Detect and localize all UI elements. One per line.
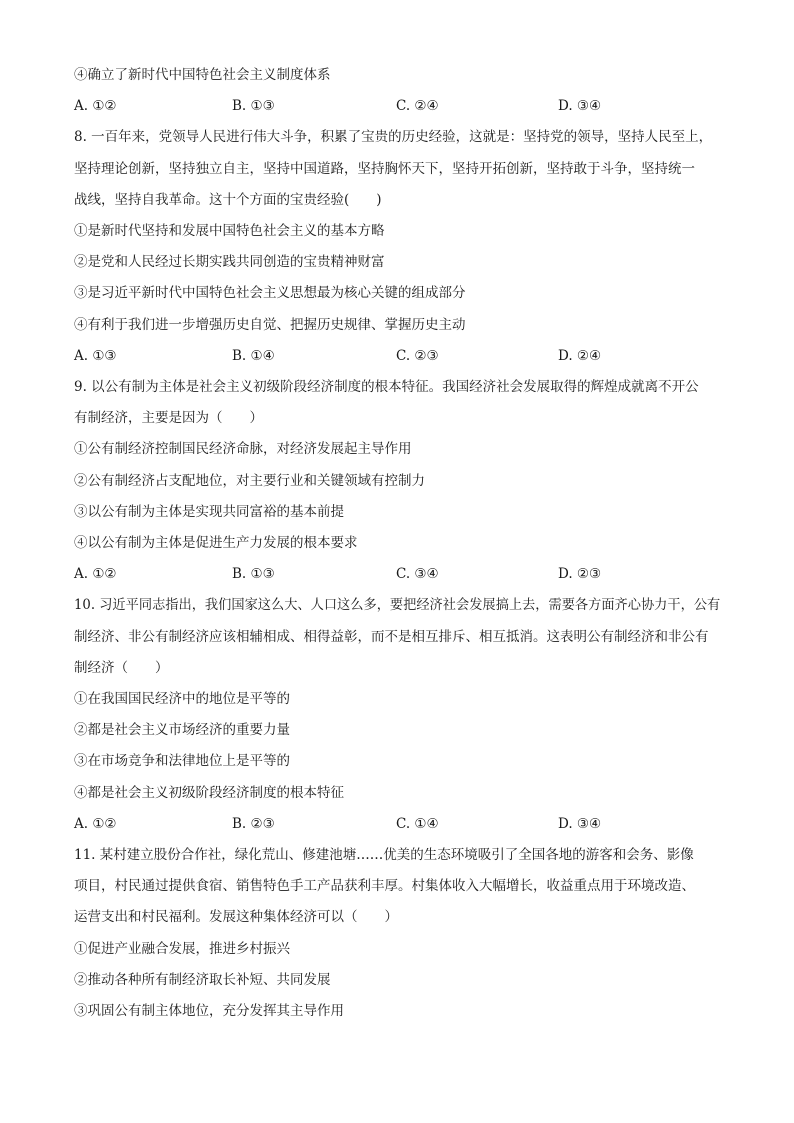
text-line: 制经济（ ） [74,659,169,676]
answer-option: D. ②④ [558,347,602,364]
answer-option: C. ①④ [396,815,439,832]
text-line: 运营支出和村民福利。发展这种集体经济可以（ ） [74,909,398,926]
answer-option: C. ③④ [396,566,439,583]
answer-option: B. ①④ [232,347,275,364]
text-line: 制经济、非公有制经济应该相辅相成、相得益彰，而不是相互排斥、相互抵消。这表明公有制经济和非公有 [74,628,709,645]
text-line: ③巩固公有制主体地位，充分发挥其主导作用 [74,1003,344,1019]
text-line: ①公有制经济控制国民经济命脉，对经济发展起主导作用 [74,441,412,458]
text-line: ③在市场竞争和法律地位上是平等的 [74,753,290,770]
answer-option: D. ②③ [558,566,602,583]
answer-option: B. ①③ [232,98,275,115]
text-line: 战线，坚持自我革命。这十个方面的宝贵经验( ) [74,191,382,208]
answer-option: D. ③④ [558,98,602,115]
text-line: ①是新时代坚持和发展中国特色社会主义的基本方略 [74,223,385,239]
text-line: ②是党和人民经过长期实践共同创造的宝贵精神财富 [74,254,385,271]
answer-option: A. ①② [74,566,117,583]
text-line: 8. 一百年来，党领导人民进行伟大斗争，积累了宝贵的历史经验，这就是：坚持党的领导，坚持人民至上， [74,129,713,146]
text-line: 有制经济，主要是因为（ ） [74,410,263,427]
answer-option: C. ②④ [396,98,439,115]
text-line: ④以公有制为主体是促进生产力发展的根本要求 [74,535,358,551]
text-line: 11. 某村建立股份合作社，绿化荒山、修建池塘……优美的生态环境吸引了全国各地的游客和会务、影像 [74,847,694,863]
answer-option: B. ①③ [232,566,275,583]
text-line: 项目，村民通过提供食宿、销售特色手工产品获利丰厚。村集体收入大幅增长，收益重点用于环境改造、 [74,878,695,895]
text-line: ①促进产业融合发展，推进乡村振兴 [74,940,290,957]
text-line: ②推动各种所有制经济取长补短、共同发展 [74,971,331,988]
answer-option: B. ②③ [232,815,275,832]
text-line: ④确立了新时代中国特色社会主义制度体系 [74,67,331,83]
answer-option: D. ③④ [558,815,602,832]
answer-option: A. ①② [74,98,117,115]
answer-option: A. ①③ [74,347,117,364]
text-line: 10. 习近平同志指出，我们国家这么大、人口这么多，要把经济社会发展搞上去，需要各方面齐心协力干，公有 [74,597,721,614]
text-line: 9. 以公有制为主体是社会主义初级阶段经济制度的根本特征。我国经济社会发展取得的辉煌成就离不开公 [74,379,699,395]
text-line: 坚持理论创新，坚持独立自主，坚持中国道路，坚持胸怀天下，坚持开拓创新，坚持敢于斗争，坚持统一 [74,160,695,177]
answer-option: C. ②③ [396,347,439,364]
text-line: ④都是社会主义初级阶段经济制度的根本特征 [74,784,344,801]
text-line: ②公有制经济占支配地位，对主要行业和关键领域有控制力 [74,472,425,489]
text-line: ③是习近平新时代中国特色社会主义思想最为核心关键的组成部分 [74,285,466,302]
answer-option: A. ①② [74,815,117,832]
text-line: ②都是社会主义市场经济的重要力量 [74,722,290,739]
text-line: ①在我国国民经济中的地位是平等的 [74,691,290,707]
text-line: ④有利于我们进一步增强历史自觉、把握历史规律、掌握历史主动 [74,316,466,333]
text-line: ③以公有制为主体是实现共同富裕的基本前提 [74,503,344,520]
